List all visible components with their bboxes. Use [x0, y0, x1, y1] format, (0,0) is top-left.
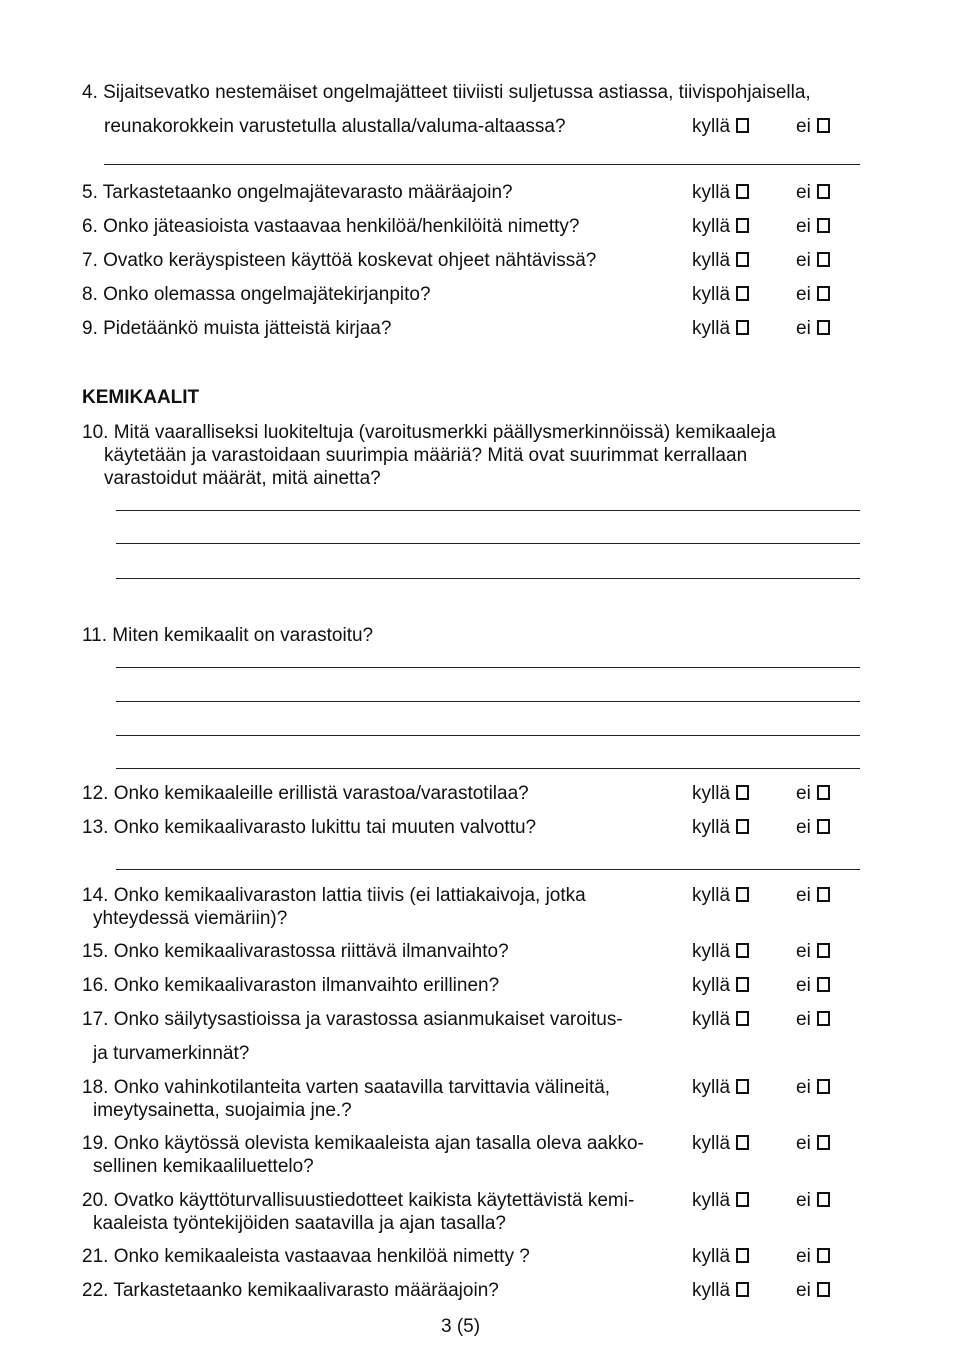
- yes-label: kyllä: [692, 817, 731, 838]
- q22-no-option[interactable]: [796, 1280, 830, 1302]
- yes-label: kyllä: [692, 284, 731, 305]
- answer-line[interactable]: [116, 701, 860, 702]
- question-19-line-1: 19. Onko käytössä olevista kemikaaleista ajan tasalla oleva aakko-: [82, 1133, 644, 1154]
- question-20-line-2: kaaleista työntekijöiden saatavilla ja ajan tasalla?: [93, 1213, 506, 1234]
- q20-yes-option[interactable]: [692, 1190, 749, 1212]
- question-14-line-2: yhteydessä viemäriin)?: [93, 908, 288, 929]
- no-label: ei: [796, 941, 811, 962]
- question-14-line-1: 14. Onko kemikaalivaraston lattia tiivis (ei lattiakaivoja, jotka: [82, 885, 586, 906]
- checkbox-icon[interactable]: [817, 1282, 830, 1297]
- q12-no-option[interactable]: [796, 783, 830, 805]
- q8-yes-option[interactable]: [692, 284, 749, 306]
- checkbox-icon[interactable]: [817, 286, 830, 301]
- answer-line[interactable]: [116, 510, 860, 511]
- question-16: 16. Onko kemikaalivaraston ilmanvaihto erillinen?: [82, 975, 500, 996]
- checkbox-icon[interactable]: [736, 1011, 749, 1026]
- question-19-line-2: sellinen kemikaaliluettelo?: [93, 1156, 314, 1177]
- checkbox-icon[interactable]: [817, 943, 830, 958]
- no-label: ei: [796, 885, 811, 906]
- question-17-line-2: ja turvamerkinnät?: [93, 1043, 250, 1064]
- q18-yes-option[interactable]: [692, 1077, 749, 1099]
- checkbox-icon[interactable]: [736, 943, 749, 958]
- yes-label: kyllä: [692, 1190, 731, 1211]
- no-label: ei: [796, 1009, 811, 1030]
- checkbox-icon[interactable]: [817, 320, 830, 335]
- q13-no-option[interactable]: [796, 817, 830, 839]
- q12-yes-option[interactable]: [692, 783, 749, 805]
- checkbox-icon[interactable]: [817, 887, 830, 902]
- q20-no-option[interactable]: [796, 1190, 830, 1212]
- checkbox-icon[interactable]: [736, 252, 749, 267]
- checkbox-icon[interactable]: [736, 184, 749, 199]
- question-15: 15. Onko kemikaalivarastossa riittävä ilmanvaihto?: [82, 941, 509, 962]
- answer-line[interactable]: [116, 667, 860, 668]
- yes-label: kyllä: [692, 182, 731, 203]
- yes-label: kyllä: [692, 216, 731, 237]
- yes-label: kyllä: [692, 116, 731, 137]
- no-label: ei: [796, 116, 811, 137]
- yes-label: kyllä: [692, 318, 731, 339]
- no-label: ei: [796, 216, 811, 237]
- question-12: 12. Onko kemikaaleille erillistä varastoa/varastotilaa?: [82, 783, 529, 804]
- answer-line[interactable]: [116, 543, 860, 544]
- q4-no-option[interactable]: [796, 116, 830, 138]
- question-9: 9. Pidetäänkö muista jätteistä kirjaa?: [82, 318, 392, 339]
- checkbox-icon[interactable]: [817, 1011, 830, 1026]
- checkbox-icon[interactable]: [817, 819, 830, 834]
- checkbox-icon[interactable]: [736, 887, 749, 902]
- q6-yes-option[interactable]: [692, 216, 749, 238]
- q14-yes-option[interactable]: [692, 885, 749, 907]
- no-label: ei: [796, 975, 811, 996]
- q5-no-option[interactable]: [796, 182, 830, 204]
- no-label: ei: [796, 182, 811, 203]
- checkbox-icon[interactable]: [736, 320, 749, 335]
- q13-yes-option[interactable]: [692, 817, 749, 839]
- section-heading-kemikaalit: KEMIKAALIT: [82, 387, 200, 408]
- question-10-line-1: 10. Mitä vaaralliseksi luokiteltuja (varoitusmerkki päällysmerkinnöissä) kemikaaleja: [82, 422, 776, 443]
- checkbox-icon[interactable]: [817, 785, 830, 800]
- question-13: 13. Onko kemikaalivarasto lukittu tai muuten valvottu?: [82, 817, 537, 838]
- question-4-line-1: 4. Sijaitsevatko nestemäiset ongelmajätteet tiiviisti suljetussa astiassa, tiivispohjaisella,: [82, 82, 811, 103]
- checkbox-icon[interactable]: [736, 785, 749, 800]
- answer-line[interactable]: [116, 768, 860, 769]
- no-label: ei: [796, 250, 811, 271]
- answer-line[interactable]: [116, 578, 860, 579]
- checkbox-icon[interactable]: [817, 1248, 830, 1263]
- question-21: 21. Onko kemikaaleista vastaavaa henkilöä nimetty ?: [82, 1246, 530, 1267]
- q17-yes-option[interactable]: [692, 1009, 749, 1031]
- q8-no-option[interactable]: [796, 284, 830, 306]
- checkbox-icon[interactable]: [736, 218, 749, 233]
- question-10-line-3: varastoidut määrät, mitä ainetta?: [104, 468, 381, 489]
- question-20-line-1: 20. Ovatko käyttöturvallisuustiedotteet kaikista käytettävistä kemi-: [82, 1190, 635, 1211]
- question-22: 22. Tarkastetaanko kemikaalivarasto määräajoin?: [82, 1280, 499, 1301]
- no-label: ei: [796, 1280, 811, 1301]
- q9-no-option[interactable]: [796, 318, 830, 340]
- checkbox-icon[interactable]: [817, 184, 830, 199]
- q16-no-option[interactable]: [796, 975, 830, 997]
- divider: [104, 164, 860, 165]
- q21-yes-option[interactable]: [692, 1246, 749, 1268]
- q19-no-option[interactable]: [796, 1133, 830, 1155]
- no-label: ei: [796, 1133, 811, 1154]
- yes-label: kyllä: [692, 783, 731, 804]
- answer-line[interactable]: [116, 735, 860, 736]
- q22-yes-option[interactable]: [692, 1280, 749, 1302]
- q4-yes-option[interactable]: [692, 116, 749, 138]
- q17-no-option[interactable]: [796, 1009, 830, 1031]
- checkbox-icon[interactable]: [817, 977, 830, 992]
- yes-label: kyllä: [692, 1280, 731, 1301]
- q14-no-option[interactable]: [796, 885, 830, 907]
- checkbox-icon[interactable]: [736, 1248, 749, 1263]
- q5-yes-option[interactable]: [692, 182, 749, 204]
- q19-yes-option[interactable]: [692, 1133, 749, 1155]
- yes-label: kyllä: [692, 885, 731, 906]
- checkbox-icon[interactable]: [817, 1192, 830, 1207]
- checkbox-icon[interactable]: [736, 286, 749, 301]
- q15-yes-option[interactable]: [692, 941, 749, 963]
- checkbox-icon[interactable]: [817, 218, 830, 233]
- checkbox-icon[interactable]: [736, 1079, 749, 1094]
- question-5: 5. Tarkastetaanko ongelmajätevarasto määräajoin?: [82, 182, 513, 203]
- q6-no-option[interactable]: [796, 216, 830, 238]
- checkbox-icon[interactable]: [817, 1079, 830, 1094]
- q18-no-option[interactable]: [796, 1077, 830, 1099]
- q7-yes-option[interactable]: [692, 250, 749, 272]
- checkbox-icon[interactable]: [736, 1135, 749, 1150]
- checkbox-icon[interactable]: [817, 252, 830, 267]
- question-4-line-2: reunakorokkein varustetulla alustalla/valuma-altaassa?: [104, 116, 566, 137]
- checkbox-icon[interactable]: [736, 819, 749, 834]
- question-11: 11. Miten kemikaalit on varastoitu?: [82, 625, 374, 646]
- question-17-line-1: 17. Onko säilytysastioissa ja varastossa asianmukaiset varoitus-: [82, 1009, 623, 1030]
- checkbox-icon[interactable]: [736, 977, 749, 992]
- no-label: ei: [796, 1190, 811, 1211]
- checkbox-icon[interactable]: [736, 118, 749, 133]
- checkbox-icon[interactable]: [736, 1192, 749, 1207]
- no-label: ei: [796, 284, 811, 305]
- question-18-line-1: 18. Onko vahinkotilanteita varten saatavilla tarvittavia välineitä,: [82, 1077, 611, 1098]
- q15-no-option[interactable]: [796, 941, 830, 963]
- q7-no-option[interactable]: [796, 250, 830, 272]
- yes-label: kyllä: [692, 1077, 731, 1098]
- question-7: 7. Ovatko keräyspisteen käyttöä koskevat ohjeet nähtävissä?: [82, 250, 597, 271]
- q9-yes-option[interactable]: [692, 318, 749, 340]
- yes-label: kyllä: [692, 941, 731, 962]
- checkbox-icon[interactable]: [736, 1282, 749, 1297]
- no-label: ei: [796, 318, 811, 339]
- yes-label: kyllä: [692, 1133, 731, 1154]
- page-number: 3 (5): [441, 1316, 481, 1337]
- no-label: ei: [796, 1077, 811, 1098]
- no-label: ei: [796, 783, 811, 804]
- no-label: ei: [796, 817, 811, 838]
- yes-label: kyllä: [692, 1009, 731, 1030]
- no-label: ei: [796, 1246, 811, 1267]
- q21-no-option[interactable]: [796, 1246, 830, 1268]
- yes-label: kyllä: [692, 250, 731, 271]
- checkbox-icon[interactable]: [817, 1135, 830, 1150]
- yes-label: kyllä: [692, 1246, 731, 1267]
- checkbox-icon[interactable]: [817, 118, 830, 133]
- q16-yes-option[interactable]: [692, 975, 749, 997]
- yes-label: kyllä: [692, 975, 731, 996]
- question-6: 6. Onko jäteasioista vastaavaa henkilöä/henkilöitä nimetty?: [82, 216, 580, 237]
- divider: [116, 869, 860, 870]
- question-18-line-2: imeytysainetta, suojaimia jne.?: [93, 1100, 352, 1121]
- question-8: 8. Onko olemassa ongelmajätekirjanpito?: [82, 284, 431, 305]
- question-10-line-2: käytetään ja varastoidaan suurimpia määriä? Mitä ovat suurimmat kerrallaan: [104, 445, 748, 466]
